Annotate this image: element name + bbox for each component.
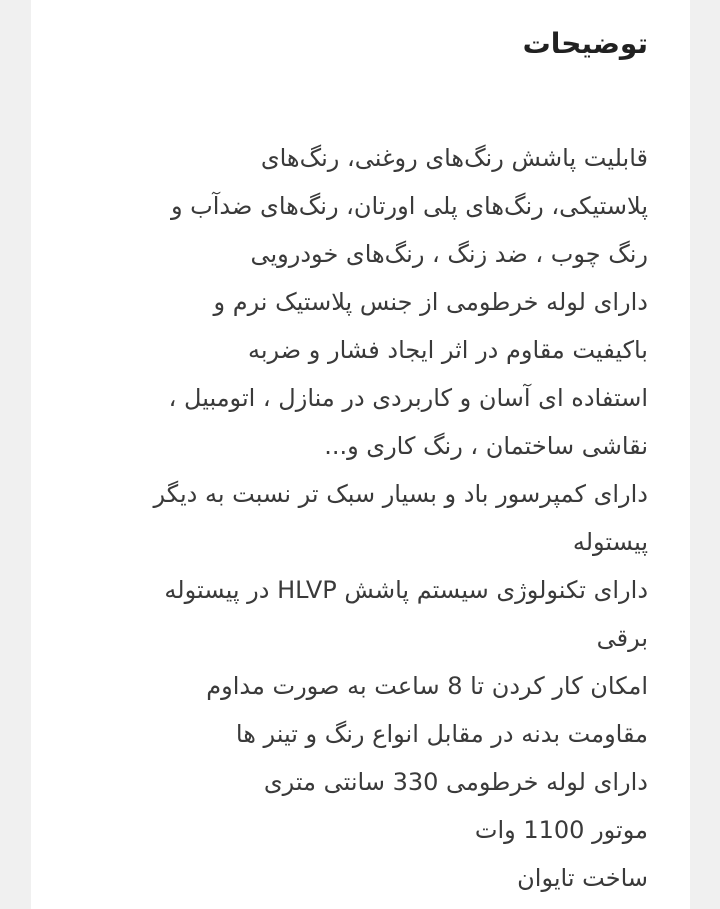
section-title: توضیحات xyxy=(522,27,648,60)
description-line: مقاومت بدنه در مقابل انواع رنگ و تینر ها xyxy=(235,720,648,748)
description-line: باکیفیت مقاوم در اثر ایجاد فشار و ضربه xyxy=(247,336,648,364)
description-line: نقاشی ساختمان ، رنگ کاری و... xyxy=(324,432,648,460)
description-line: رنگ چوب ، ضد زنگ ، رنگ‌های خودرویی xyxy=(250,240,648,268)
description-line: ساخت تایوان xyxy=(517,864,648,892)
description-line: برقی xyxy=(596,624,648,652)
description-line: دارای تکنولوژی سیستم پاشش HLVP در پیستوله xyxy=(164,576,648,604)
description-line: پلاستیکی، رنگ‌های پلی اورتان، رنگ‌های ضدآب و xyxy=(170,192,648,220)
description-body xyxy=(58,134,648,902)
description-line: دارای لوله خرطومی 330 سانتی متری xyxy=(263,768,648,796)
description-card xyxy=(31,0,690,909)
description-line: استفاده ای آسان و کاربردی در منازل ، اتومبیل ، xyxy=(168,384,648,412)
description-line: موتور 1100 وات xyxy=(474,816,648,844)
description-line: دارای کمپرسور باد و بسیار سبک تر نسبت به دیگر xyxy=(153,480,648,508)
description-line: دارای لوله خرطومی از جنس پلاستیک نرم و xyxy=(213,288,648,316)
description-line: امکان کار کردن تا 8 ساعت به صورت مداوم xyxy=(206,672,648,700)
description-line: پیستوله xyxy=(572,528,648,556)
description-line: قابلیت پاشش رنگ‌های روغنی، رنگ‌های xyxy=(260,144,648,172)
